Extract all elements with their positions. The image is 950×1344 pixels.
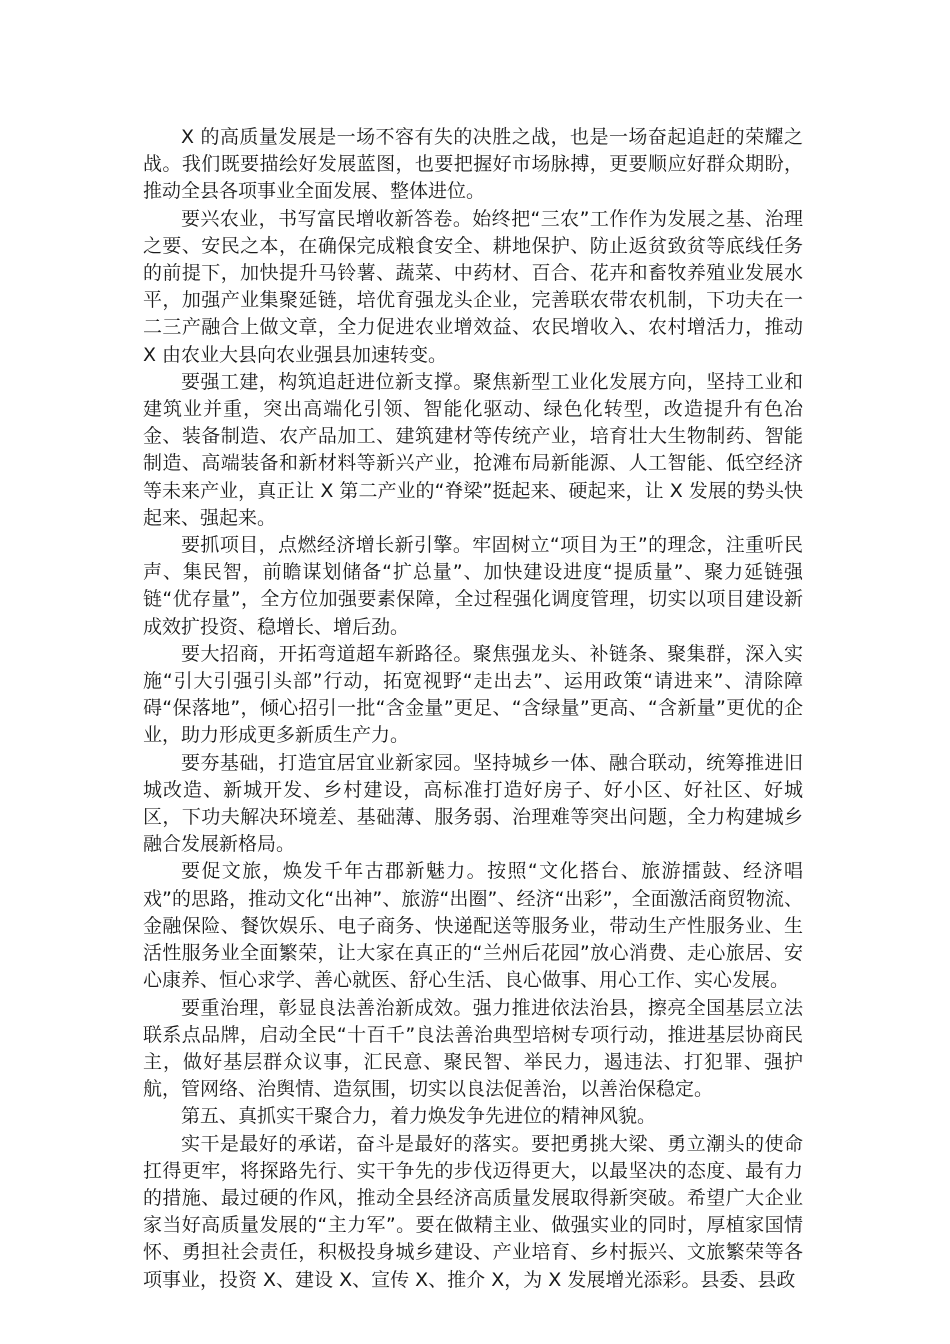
- paragraph-infrastructure: 要夯基础，打造宜居宜业新家园。坚持城乡一体、融合联动，统筹推进旧城改造、新城开发、乡村建设，高标准打造好房子、好小区、好社区、好城区，下功夫解决环境差、基础薄、服务弱、治理难等突出问题，全力构建城乡融合发展新格局。: [143, 751, 803, 856]
- paragraph-investment: 要大招商，开拓弯道超车新路径。聚焦强龙头、补链条、聚集群，深入实施“引大引强引头部”行动，拓宽视野“走出去”、运用政策“请进来”、清除障碍“保落地”，倾心招引一批“含金量”更足、“含绿量”更高、“含新量”更优的企业，助力形成更多新质生产力。: [143, 642, 803, 747]
- paragraph-agriculture: 要兴农业，书写富民增收新答卷。始终把“三农”工作作为发展之基、治理之要、安民之本，在确保完成粮食安全、耕地保护、防止返贫致贫等底线任务的前提下，加快提升马铃薯、蔬菜、中药材、百合、花卉和畜牧养殖业发展水平，加强产业集聚延链，培优育强龙头企业，完善联农带农机制，下功夫在一二三产融合上做文章，全力促进农业增效益、农民增收入、农村增活力，推动 X 由农业大县向农业强县加速转变。: [143, 207, 803, 366]
- paragraph-governance: 要重治理，彰显良法善治新成效。强力推进依法治县，擦亮全国基层立法联系点品牌，启动全民“十百千”良法善治典型培树专项行动，推进基层协商民主，做好基层群众议事，汇民意、聚民智、举民力，遏违法、打犯罪、强护航，管网络、治舆情、造氛围，切实以良法促善治，以善治保稳定。: [143, 996, 803, 1101]
- paragraph-intro: X 的高质量发展是一场不容有失的决胜之战，也是一场奋起追赶的荣耀之战。我们既要描绘好发展蓝图，也要把握好市场脉搏，更要顺应好群众期盼，推动全县各项事业全面发展、整体进位。: [143, 126, 803, 203]
- paragraph-culture-tourism: 要促文旅，焕发千年古郡新魅力。按照“文化搭台、旅游擂鼓、经济唱戏”的思路，推动文化“出神”、旅游“出圈”、经济“出彩”，全面激活商贸物流、金融保险、餐饮娱乐、电子商务、快递配送等服务业，带动生产性服务业、生活性服务业全面繁荣，让大家在真正的“兰州后花园”放心消费、走心旅居、安心康养、恒心求学、善心就医、舒心生活、良心做事、用心工作、实心发展。: [143, 860, 803, 992]
- paragraph-industry: 要强工建，构筑追赶进位新支撑。聚焦新型工业化发展方向，坚持工业和建筑业并重，突出高端化引领、智能化驱动、绿色化转型，改造提升有色冶金、装备制造、农产品加工、建筑建材等传统产业，培育壮大生物制药、智能制造、高端装备和新材料等新兴产业，抢滩布局新能源、人工智能、低空经济等未来产业，真正让 X 第二产业的“脊梁”挺起来、硬起来，让 X 发展的势头快起来、强起来。: [143, 370, 803, 529]
- section-heading-fifth: 第五、真抓实干聚合力，着力焕发争先进位的精神风貌。: [181, 1105, 657, 1128]
- paragraph-action: 实干是最好的承诺，奋斗是最好的落实。要把勇挑大梁、勇立潮头的使命扛得更牢，将探路先行、实干争先的步伐迈得更大，以最坚决的态度、最有力的措施、最过硬的作风，推动全县经济高质量发展取得新突破。希望广大企业家当好高质量发展的“主力军”。要在做精主业、做强实业的同时，厚植家国情怀、勇担社会责任，积极投身城乡建设、产业培育、乡村振兴、文旅繁荣等各项事业，投资 X、建设 X、宣传 X、推介 X，为 X 发展增光添彩。县委、县政: [143, 1132, 803, 1291]
- document-body: [143, 124, 803, 1294]
- paragraph-projects: 要抓项目，点燃经济增长新引擎。牢固树立“项目为王”的理念，注重听民声、集民智，前瞻谋划储备“扩总量”、加快建设进度“提质量”、聚力延链强链“优存量”，全方位加强要素保障，全过程强化调度管理，切实以项目建设新成效扩投资、稳增长、增后劲。: [143, 534, 803, 638]
